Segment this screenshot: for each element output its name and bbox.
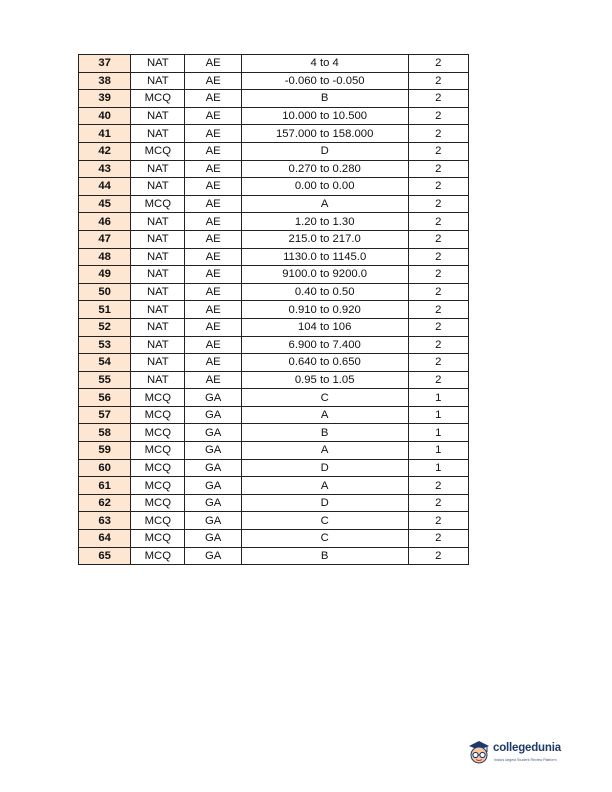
question-number-cell: 41 xyxy=(79,125,131,143)
table-row xyxy=(79,90,469,108)
brand-tagline: India's largest Student Review Platform xyxy=(494,758,557,762)
marks-cell: 2 xyxy=(408,125,468,143)
question-type-cell: NAT xyxy=(131,72,185,90)
question-number-cell: 65 xyxy=(79,547,131,565)
question-number-cell: 64 xyxy=(79,530,131,548)
question-number-cell: 42 xyxy=(79,142,131,160)
answer-key-cell: 0.640 to 0.650 xyxy=(241,354,408,372)
answer-key-cell: D xyxy=(241,494,408,512)
table-row xyxy=(79,318,469,336)
section-cell: AE xyxy=(185,301,241,319)
section-cell: GA xyxy=(185,459,241,477)
answer-key-cell: 10.000 to 10.500 xyxy=(241,107,408,125)
section-cell: GA xyxy=(185,494,241,512)
marks-cell: 2 xyxy=(408,55,468,73)
question-number-cell: 40 xyxy=(79,107,131,125)
question-number-cell: 62 xyxy=(79,494,131,512)
marks-cell: 2 xyxy=(408,301,468,319)
marks-cell: 2 xyxy=(408,195,468,213)
answer-key-cell: 0.40 to 0.50 xyxy=(241,283,408,301)
answer-key-cell: A xyxy=(241,477,408,495)
section-cell: GA xyxy=(185,389,241,407)
table-row xyxy=(79,354,469,372)
table-row xyxy=(79,301,469,319)
marks-cell: 1 xyxy=(408,442,468,460)
answer-key-body xyxy=(79,55,469,565)
table-row xyxy=(79,424,469,442)
answer-key-cell: A xyxy=(241,406,408,424)
question-number-cell: 59 xyxy=(79,442,131,460)
table-row xyxy=(79,72,469,90)
marks-cell: 1 xyxy=(408,459,468,477)
section-cell: AE xyxy=(185,266,241,284)
table-row xyxy=(79,530,469,548)
marks-cell: 1 xyxy=(408,406,468,424)
question-number-cell: 38 xyxy=(79,72,131,90)
section-cell: AE xyxy=(185,354,241,372)
question-type-cell: NAT xyxy=(131,318,185,336)
marks-cell: 2 xyxy=(408,248,468,266)
question-type-cell: NAT xyxy=(131,125,185,143)
section-cell: GA xyxy=(185,424,241,442)
table-row xyxy=(79,389,469,407)
table-row xyxy=(79,230,469,248)
section-cell: AE xyxy=(185,195,241,213)
question-number-cell: 63 xyxy=(79,512,131,530)
answer-key-cell: 1.20 to 1.30 xyxy=(241,213,408,231)
section-cell: GA xyxy=(185,547,241,565)
marks-cell: 2 xyxy=(408,213,468,231)
marks-cell: 2 xyxy=(408,107,468,125)
table-row xyxy=(79,336,469,354)
question-type-cell: NAT xyxy=(131,55,185,73)
answer-key-cell: A xyxy=(241,442,408,460)
table-row xyxy=(79,512,469,530)
question-number-cell: 54 xyxy=(79,354,131,372)
answer-key-cell: B xyxy=(241,547,408,565)
answer-key-cell: 0.910 to 0.920 xyxy=(241,301,408,319)
marks-cell: 2 xyxy=(408,354,468,372)
question-type-cell: MCQ xyxy=(131,547,185,565)
marks-cell: 2 xyxy=(408,547,468,565)
section-cell: GA xyxy=(185,512,241,530)
question-type-cell: MCQ xyxy=(131,406,185,424)
table-row xyxy=(79,107,469,125)
question-type-cell: MCQ xyxy=(131,512,185,530)
answer-key-cell: A xyxy=(241,195,408,213)
answer-key-table xyxy=(78,54,469,565)
table-row xyxy=(79,125,469,143)
marks-cell: 2 xyxy=(408,178,468,196)
marks-cell: 2 xyxy=(408,371,468,389)
question-number-cell: 44 xyxy=(79,178,131,196)
question-number-cell: 53 xyxy=(79,336,131,354)
section-cell: AE xyxy=(185,160,241,178)
answer-key-cell: B xyxy=(241,424,408,442)
section-cell: AE xyxy=(185,107,241,125)
question-number-cell: 55 xyxy=(79,371,131,389)
table-row xyxy=(79,160,469,178)
answer-key-cell: D xyxy=(241,142,408,160)
question-type-cell: MCQ xyxy=(131,389,185,407)
answer-key-cell: 0.270 to 0.280 xyxy=(241,160,408,178)
question-type-cell: NAT xyxy=(131,336,185,354)
section-cell: AE xyxy=(185,336,241,354)
answer-key-cell: 104 to 106 xyxy=(241,318,408,336)
table-row xyxy=(79,248,469,266)
answer-key-cell: 157.000 to 158.000 xyxy=(241,125,408,143)
answer-key-cell: -0.060 to -0.050 xyxy=(241,72,408,90)
question-number-cell: 39 xyxy=(79,90,131,108)
section-cell: AE xyxy=(185,142,241,160)
marks-cell: 2 xyxy=(408,283,468,301)
marks-cell: 2 xyxy=(408,160,468,178)
marks-cell: 2 xyxy=(408,142,468,160)
question-type-cell: NAT xyxy=(131,230,185,248)
section-cell: AE xyxy=(185,72,241,90)
section-cell: AE xyxy=(185,213,241,231)
answer-key-cell: 1130.0 to 1145.0 xyxy=(241,248,408,266)
section-cell: AE xyxy=(185,125,241,143)
table-row xyxy=(79,283,469,301)
question-number-cell: 56 xyxy=(79,389,131,407)
marks-cell: 1 xyxy=(408,389,468,407)
table-row xyxy=(79,213,469,231)
table-row xyxy=(79,142,469,160)
question-type-cell: MCQ xyxy=(131,494,185,512)
question-number-cell: 37 xyxy=(79,55,131,73)
table-row xyxy=(79,442,469,460)
section-cell: AE xyxy=(185,283,241,301)
marks-cell: 2 xyxy=(408,494,468,512)
answer-key-cell: D xyxy=(241,459,408,477)
question-number-cell: 49 xyxy=(79,266,131,284)
marks-cell: 2 xyxy=(408,266,468,284)
brand-name: collegedunia xyxy=(493,742,561,754)
section-cell: AE xyxy=(185,230,241,248)
answer-key-cell: C xyxy=(241,530,408,548)
marks-cell: 2 xyxy=(408,530,468,548)
section-cell: AE xyxy=(185,371,241,389)
marks-cell: 2 xyxy=(408,230,468,248)
section-cell: AE xyxy=(185,90,241,108)
question-type-cell: MCQ xyxy=(131,195,185,213)
question-type-cell: MCQ xyxy=(131,477,185,495)
table-row xyxy=(79,459,469,477)
marks-cell: 2 xyxy=(408,512,468,530)
answer-key-cell: B xyxy=(241,90,408,108)
question-type-cell: MCQ xyxy=(131,530,185,548)
student-mascot-icon xyxy=(466,737,492,767)
question-type-cell: NAT xyxy=(131,283,185,301)
table-row xyxy=(79,547,469,565)
question-number-cell: 61 xyxy=(79,477,131,495)
question-number-cell: 58 xyxy=(79,424,131,442)
answer-key-cell: C xyxy=(241,389,408,407)
question-type-cell: NAT xyxy=(131,178,185,196)
section-cell: AE xyxy=(185,318,241,336)
answer-key-cell: 4 to 4 xyxy=(241,55,408,73)
section-cell: GA xyxy=(185,477,241,495)
answer-key-cell: 0.00 to 0.00 xyxy=(241,178,408,196)
question-number-cell: 57 xyxy=(79,406,131,424)
question-type-cell: MCQ xyxy=(131,442,185,460)
section-cell: GA xyxy=(185,406,241,424)
table-row xyxy=(79,55,469,73)
answer-key-cell: 0.95 to 1.05 xyxy=(241,371,408,389)
section-cell: GA xyxy=(185,530,241,548)
question-type-cell: MCQ xyxy=(131,424,185,442)
table-row xyxy=(79,494,469,512)
answer-key-cell: 6.900 to 7.400 xyxy=(241,336,408,354)
marks-cell: 2 xyxy=(408,72,468,90)
question-type-cell: NAT xyxy=(131,301,185,319)
marks-cell: 2 xyxy=(408,90,468,108)
question-type-cell: MCQ xyxy=(131,90,185,108)
section-cell: GA xyxy=(185,442,241,460)
collegedunia-logo xyxy=(466,737,576,771)
question-number-cell: 51 xyxy=(79,301,131,319)
answer-key-cell: 9100.0 to 9200.0 xyxy=(241,266,408,284)
question-type-cell: NAT xyxy=(131,248,185,266)
question-number-cell: 52 xyxy=(79,318,131,336)
question-number-cell: 47 xyxy=(79,230,131,248)
marks-cell: 1 xyxy=(408,424,468,442)
marks-cell: 2 xyxy=(408,318,468,336)
question-type-cell: NAT xyxy=(131,371,185,389)
table-row xyxy=(79,195,469,213)
question-number-cell: 60 xyxy=(79,459,131,477)
question-type-cell: NAT xyxy=(131,213,185,231)
marks-cell: 2 xyxy=(408,336,468,354)
question-type-cell: MCQ xyxy=(131,142,185,160)
question-type-cell: NAT xyxy=(131,107,185,125)
question-number-cell: 48 xyxy=(79,248,131,266)
table-row xyxy=(79,178,469,196)
table-row xyxy=(79,406,469,424)
marks-cell: 2 xyxy=(408,477,468,495)
answer-key-cell: 215.0 to 217.0 xyxy=(241,230,408,248)
table-row xyxy=(79,371,469,389)
question-type-cell: MCQ xyxy=(131,459,185,477)
section-cell: AE xyxy=(185,55,241,73)
section-cell: AE xyxy=(185,178,241,196)
table-row xyxy=(79,477,469,495)
question-number-cell: 46 xyxy=(79,213,131,231)
answer-key-cell: C xyxy=(241,512,408,530)
section-cell: AE xyxy=(185,248,241,266)
question-type-cell: NAT xyxy=(131,266,185,284)
table-row xyxy=(79,266,469,284)
question-number-cell: 43 xyxy=(79,160,131,178)
question-number-cell: 45 xyxy=(79,195,131,213)
question-number-cell: 50 xyxy=(79,283,131,301)
question-type-cell: NAT xyxy=(131,354,185,372)
question-type-cell: NAT xyxy=(131,160,185,178)
